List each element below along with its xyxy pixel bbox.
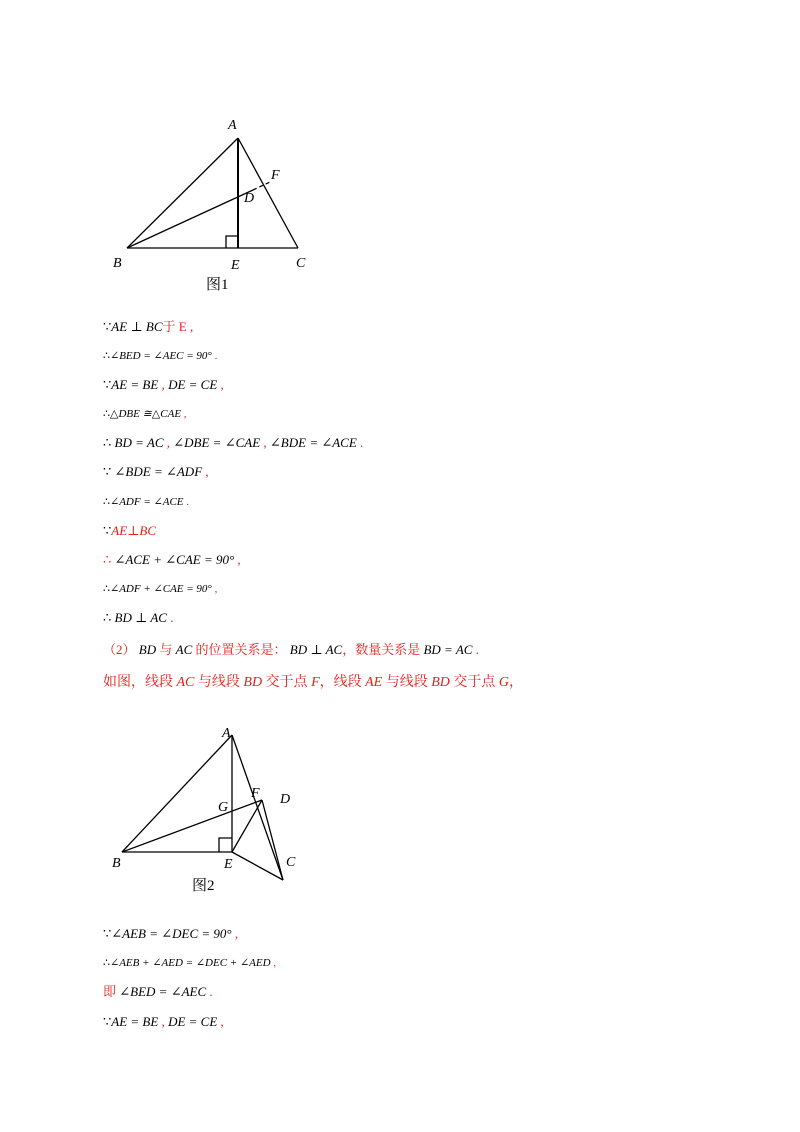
- proof-text: ∵: [103, 464, 115, 479]
- math-expression: ∠AEB + ∠AED = ∠DEC + ∠AED: [110, 957, 271, 969]
- proof-text: ,: [163, 435, 174, 450]
- proof-line: [103, 376, 224, 394]
- proof-line: [103, 405, 187, 423]
- math-expression: AE = BE: [111, 1014, 159, 1029]
- math-expression: AE = BE: [111, 377, 159, 392]
- proof-text: .: [206, 984, 213, 999]
- proof-line: [103, 1013, 224, 1031]
- segment-dc: [262, 800, 283, 880]
- proof-text: ∵: [103, 926, 112, 941]
- label-d: D: [280, 792, 291, 807]
- math-expression: AE: [365, 675, 383, 690]
- math-expression: ∠BDE = ∠ADF: [114, 464, 203, 479]
- proof-text: .: [356, 435, 364, 450]
- proof-line: [103, 609, 173, 627]
- proof-line: [103, 551, 241, 569]
- proof-text: 于 E: [162, 319, 187, 334]
- math-expression: ∠BED = ∠AEC = 90°: [110, 350, 212, 362]
- proof-text: ∵: [103, 1014, 112, 1029]
- segment-de: [232, 800, 262, 852]
- math-expression: F: [311, 675, 320, 690]
- segment-ab: [127, 138, 238, 248]
- proof-text: 即: [103, 984, 120, 999]
- figure-1-diagram: [100, 105, 330, 295]
- proof-text: ,: [181, 408, 187, 420]
- math-expression: BD: [431, 675, 450, 690]
- math-expression: ∠BED = ∠AEC: [119, 984, 207, 999]
- proof-line: [103, 641, 479, 659]
- proof-line: [103, 463, 209, 481]
- proof-text: 与线段: [194, 675, 244, 690]
- math-expression: BD ⊥ AC: [114, 610, 167, 625]
- label-c: C: [296, 256, 306, 271]
- label-g: G: [218, 800, 229, 815]
- proof-text: ∴: [103, 350, 110, 362]
- math-expression: ∠DBE = ∠CAE: [173, 435, 261, 450]
- label-c: C: [286, 855, 296, 870]
- proof-text: ∴: [103, 408, 110, 420]
- proof-text: ,: [217, 377, 224, 392]
- proof-text: ，: [509, 675, 524, 690]
- math-expression: BD ⊥ AC: [289, 642, 343, 657]
- math-expression: BD = AC: [423, 642, 473, 657]
- proof-line: [103, 347, 217, 365]
- label-e: E: [231, 258, 240, 273]
- math-expression: ∠ADF = ∠ACE: [110, 496, 184, 508]
- label-a: A: [222, 726, 231, 741]
- segment-ec: [232, 852, 283, 880]
- proof-line: [103, 522, 156, 540]
- math-expression: BD = AC: [114, 435, 164, 450]
- proof-line: [103, 954, 276, 972]
- segment-bd: [127, 190, 253, 248]
- proof-text: ,: [158, 1014, 169, 1029]
- proof-text: ,: [186, 319, 194, 334]
- math-expression: ∠ACE + ∠CAE = 90°: [114, 552, 235, 567]
- label-f: F: [271, 168, 280, 183]
- math-expression: DE = CE: [168, 377, 218, 392]
- label-f: F: [251, 786, 260, 801]
- proof-text: ,: [217, 1014, 224, 1029]
- math-expression: ∠ADF + ∠CAE = 90°: [110, 583, 212, 595]
- right-angle-mark: [226, 236, 238, 248]
- proof-text: .: [166, 610, 174, 625]
- figure-1-caption: 图1: [206, 277, 229, 293]
- proof-text: 的位置关系是：: [192, 642, 290, 657]
- segment-ab: [122, 735, 232, 852]
- label-e: E: [224, 857, 233, 872]
- proof-text: ∵: [103, 523, 112, 538]
- proof-line: [103, 983, 213, 1001]
- figure-1: [100, 105, 330, 295]
- math-expression: AC: [176, 675, 195, 690]
- math-expression: AC: [175, 642, 193, 657]
- label-d: D: [244, 191, 255, 206]
- proof-line: [103, 434, 363, 452]
- proof-text: ，线段: [319, 675, 366, 690]
- proof-text: ∴: [103, 552, 115, 567]
- math-expression: AE ⊥ BC: [111, 319, 163, 334]
- proof-text: ∴: [103, 496, 110, 508]
- proof-text: ,: [231, 926, 239, 941]
- proof-text: .: [472, 642, 479, 657]
- math-expression: BD: [243, 675, 263, 690]
- math-expression: △DBE ≅△CAE: [110, 408, 182, 420]
- proof-text: ,: [158, 377, 169, 392]
- math-expression: ∠BDE = ∠ACE: [269, 435, 357, 450]
- proof-text: 如图，线段: [103, 675, 177, 690]
- math-expression: G: [498, 675, 510, 690]
- math-expression: BD: [138, 642, 157, 657]
- proof-text: ，数量关系是: [342, 642, 424, 657]
- proof-line: [103, 580, 217, 598]
- proof-text: ,: [270, 957, 277, 969]
- segment-bd: [122, 800, 262, 852]
- math-expression: DE = CE: [168, 1014, 218, 1029]
- proof-text: ,: [211, 583, 218, 595]
- math-expression: ∠AEB = ∠DEC = 90°: [111, 926, 232, 941]
- proof-text: 交于点: [262, 675, 312, 690]
- label-b: B: [113, 256, 122, 271]
- proof-text: ∴: [103, 610, 115, 625]
- proof-text: ,: [234, 552, 241, 567]
- proof-text: ∴: [103, 957, 110, 969]
- proof-text: ∴: [103, 435, 115, 450]
- proof-line: [103, 318, 193, 336]
- proof-text: ∵: [103, 319, 112, 334]
- proof-text: .: [183, 496, 190, 508]
- label-a: A: [228, 118, 237, 133]
- proof-text: ,: [202, 464, 209, 479]
- proof-text: （2）: [103, 642, 139, 657]
- proof-text: ∵: [103, 377, 112, 392]
- figure-2: [100, 718, 330, 898]
- proof-text: ∴: [103, 583, 110, 595]
- figure-2-diagram: [100, 718, 330, 898]
- figure-2-caption: 图2: [192, 878, 215, 894]
- label-b: B: [112, 856, 121, 871]
- proof-line: [103, 493, 189, 511]
- proof-text: .: [211, 350, 218, 362]
- math-expression: AE⊥BC: [111, 523, 157, 538]
- right-angle-mark: [219, 838, 232, 852]
- proof-text: ,: [260, 435, 270, 450]
- proof-line: [103, 674, 523, 692]
- proof-text: 与线段: [382, 675, 432, 690]
- proof-line: [103, 925, 238, 943]
- segment-df-dashed: [253, 182, 270, 190]
- proof-text: 与: [156, 642, 176, 657]
- proof-text: 交于点: [449, 675, 499, 690]
